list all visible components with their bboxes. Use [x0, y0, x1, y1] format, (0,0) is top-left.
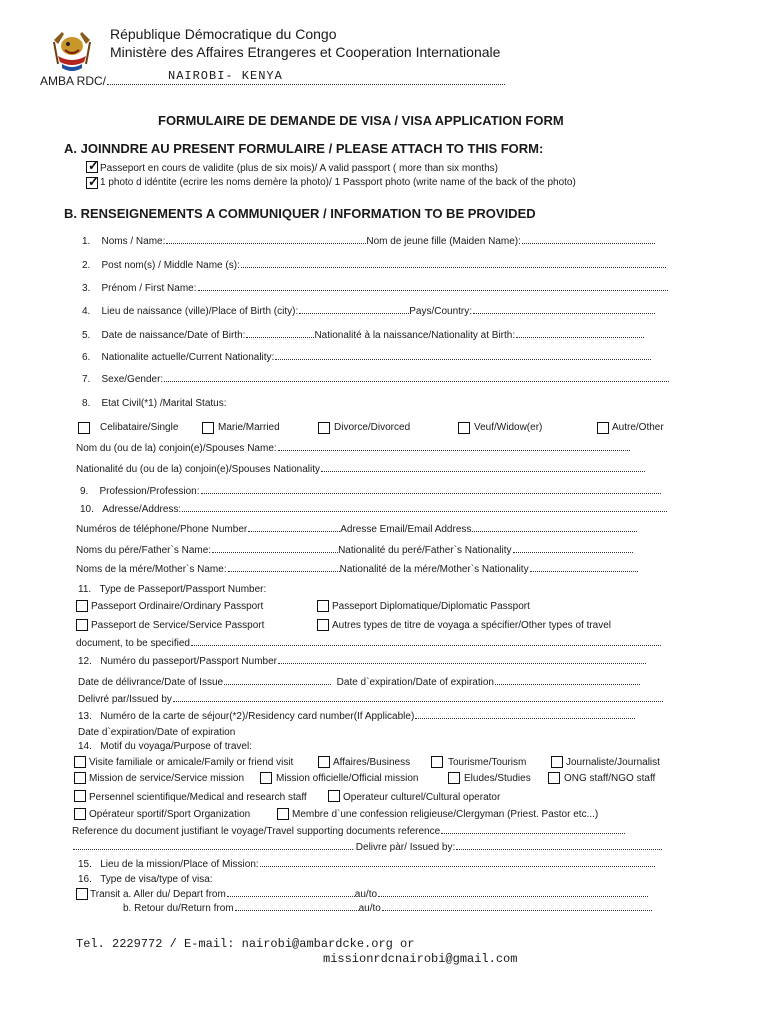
field-num: 14.	[78, 741, 92, 752]
purpose-service-checkbox[interactable]	[74, 772, 86, 784]
doc-issued-by-label: Delivre pàr/ Issued by:	[355, 842, 456, 853]
purpose-family-label: Visite familiale or amicale/Family or friend visit	[89, 757, 294, 768]
passport-number-label: Numéro du passeport/Passport Number	[100, 656, 277, 667]
purpose-cultural-label: Operateur culturel/Cultural operator	[343, 792, 501, 803]
marital-other-label: Autre/Other	[612, 422, 664, 433]
name-label: Noms / Name:	[101, 236, 166, 247]
section-b-heading: B. RENSEIGNEMENTS A COMMUNIQUER / INFORMATION TO BE PROVIDED	[64, 206, 536, 221]
passport-service-label: Passeport de Service/Service Passport	[91, 620, 265, 631]
field-place-of-mission[interactable]	[78, 859, 655, 870]
first-name-label: Prénom / First Name:	[101, 283, 197, 294]
field-num: 15.	[78, 859, 92, 870]
field-num: 3.	[82, 283, 91, 294]
to-label: au/to	[358, 903, 381, 914]
purpose-sport-checkbox[interactable]	[74, 808, 86, 820]
field-passport-number[interactable]	[78, 656, 646, 667]
field-middle-name[interactable]	[82, 260, 666, 271]
field-visa-type	[78, 874, 213, 885]
field-num: 13.	[78, 711, 92, 722]
purpose-cultural-checkbox[interactable]	[328, 790, 340, 802]
field-profession[interactable]	[80, 486, 661, 497]
father-nationality-label: Nationalité du peré/Father`s Nationality	[338, 545, 512, 556]
marital-divorced-label: Divorce/Divorced	[334, 422, 411, 433]
coat-of-arms-icon	[48, 30, 96, 76]
field-mother[interactable]	[76, 564, 638, 575]
field-return[interactable]	[123, 903, 652, 914]
visa-type-label: Type de visa/type of visa:	[100, 874, 213, 885]
passport-ordinary-checkbox[interactable]	[76, 600, 88, 612]
expiry-date-label: Date d`expiration/Date of expiration	[336, 677, 494, 688]
middle-name-label: Post nom(s) / Middle Name (s):	[101, 260, 240, 271]
purpose-business-label: Affaires/Business	[333, 757, 411, 768]
marital-divorced-checkbox[interactable]	[318, 422, 330, 434]
field-num: 1.	[82, 236, 91, 247]
spouse-name-label: Nom du (ou de la) conjoin(e)/Spouses Name:	[76, 443, 277, 454]
field-doc-issued-by[interactable]	[72, 842, 662, 853]
marital-single-label: Celibataire/Single	[100, 422, 179, 433]
field-gender[interactable]	[82, 374, 669, 385]
purpose-ngo-checkbox[interactable]	[548, 772, 560, 784]
marital-other-checkbox[interactable]	[597, 422, 609, 434]
passport-service-checkbox[interactable]	[76, 619, 88, 631]
purpose-clergy-label: Membre d`une confession religieuse/Clergyman (Priest. Pastor etc...)	[292, 809, 599, 820]
field-father[interactable]	[76, 545, 633, 556]
field-phone-email[interactable]	[76, 524, 637, 535]
passport-type-label: Type de Passeport/Passport Number:	[99, 584, 267, 595]
marital-married-checkbox[interactable]	[202, 422, 214, 434]
phone-label: Numéros de téléphone/Phone Number	[76, 524, 248, 535]
purpose-studies-checkbox[interactable]	[448, 772, 460, 784]
attach-passport-label: Passeport en cours de validite (plus de six mois)/ A valid passport ( more than six months)	[100, 163, 498, 174]
purpose-official-label: Mission officielle/Official mission	[276, 773, 419, 784]
footer-contact: Tel. 2229772 / E-mail: nairobi@ambardcke.org or	[76, 937, 415, 951]
purpose-service-label: Mission de service/Service mission	[89, 773, 245, 784]
date-of-birth-label: Date de naissance/Date of Birth:	[101, 330, 246, 341]
place-of-mission-label: Lieu de la mission/Place of Mission:	[100, 859, 259, 870]
passport-diplomatic-label: Passeport Diplomatique/Diplomatic Passport	[332, 601, 530, 612]
field-date-of-birth[interactable]	[82, 330, 644, 341]
field-num: 7.	[82, 374, 91, 385]
to-label: au/to	[354, 889, 378, 900]
purpose-family-checkbox[interactable]	[74, 756, 86, 768]
field-num: 9.	[80, 486, 89, 497]
purpose-sport-label: Opérateur sportif/Sport Organization	[89, 809, 251, 820]
current-nationality-label: Nationalite actuelle/Current Nationality:	[101, 352, 275, 363]
email-label: Adresse Email/Email Address	[340, 524, 472, 535]
field-transit[interactable]	[90, 889, 648, 900]
father-name-label: Noms du pére/Father`s Name:	[76, 545, 212, 556]
footer-email2: missionrdcnairobi@gmail.com	[323, 952, 518, 966]
passport-other-label: Autres types de titre de voyaga a spécifier/Other types of travel	[332, 620, 612, 631]
purpose-clergy-checkbox[interactable]	[277, 808, 289, 820]
field-marital-status	[82, 398, 227, 409]
field-num: 12.	[78, 656, 92, 667]
residency-card-label: Numéro de la carte de séjour(*2)/Residency card number(If Applicable)	[100, 711, 415, 722]
ministry-name: Ministère des Affaires Etrangeres et Cooperation Internationale	[110, 44, 501, 60]
purpose-tourism-label: Tourisme/Tourism	[448, 757, 527, 768]
address-label: Adresse/Address:	[102, 504, 182, 515]
field-current-nationality[interactable]	[82, 352, 651, 363]
passport-diplomatic-checkbox[interactable]	[317, 600, 329, 612]
place-of-birth-label: Lieu de naissance (ville)/Place of Birth (city):	[101, 306, 299, 317]
country-label: Pays/Country:	[409, 306, 473, 317]
field-num: 6.	[82, 352, 91, 363]
passport-other-checkbox[interactable]	[317, 619, 329, 631]
field-residency-card[interactable]	[78, 711, 635, 722]
marital-widow-checkbox[interactable]	[458, 422, 470, 434]
marital-married-label: Marie/Married	[218, 422, 280, 433]
field-num: 4.	[82, 306, 91, 317]
field-place-of-birth[interactable]	[82, 306, 655, 317]
embassy-prefix: AMBA RDC/	[40, 74, 107, 88]
country-name: République Démocratique du Congo	[110, 26, 337, 42]
form-title: FORMULAIRE DE DEMANDE DE VISA / VISA APPLICATION FORM	[158, 113, 564, 128]
field-num: 16.	[78, 874, 92, 885]
transit-label: Transit a. Aller du/ Depart from	[90, 889, 226, 900]
residency-expiry-label: Date d`expiration/Date of expiration	[78, 727, 236, 738]
field-address[interactable]	[80, 504, 667, 515]
field-issue-expiry[interactable]	[78, 677, 640, 688]
field-passport-type	[78, 584, 266, 595]
nationality-at-birth-label: Nationalité à la naissance/Nationality at Birth:	[314, 330, 516, 341]
issue-date-label: Date de délivrance/Date of Issue	[78, 677, 224, 688]
field-supporting-doc[interactable]	[72, 826, 625, 837]
marital-single-checkbox[interactable]	[78, 422, 90, 434]
purpose-official-checkbox[interactable]	[260, 772, 272, 784]
spouse-nationality-label: Nationalité du (ou de la) conjoin(e)/Spouses Nationality	[76, 464, 321, 475]
field-num: 10.	[80, 504, 94, 515]
passport-ordinary-label: Passeport Ordinaire/Ordinary Passport	[91, 601, 264, 612]
field-issued-by[interactable]	[78, 694, 663, 705]
mother-name-label: Noms de la mére/Mother`s Name:	[76, 564, 227, 575]
purpose-ngo-label: ONG staff/NGO staff	[564, 773, 656, 784]
return-label: b. Retour du/Return from	[123, 903, 234, 914]
attach-photo-checkbox[interactable]	[86, 177, 98, 189]
field-name[interactable]	[82, 236, 655, 247]
purpose-business-checkbox[interactable]	[318, 756, 330, 768]
purpose-science-checkbox[interactable]	[74, 790, 86, 802]
maiden-name-label: Nom de jeune fille (Maiden Name):	[366, 236, 521, 247]
field-num: 11.	[78, 584, 92, 595]
section-a-heading: A. JOINNDRE AU PRESENT FORMULAIRE / PLEASE ATTACH TO THIS FORM:	[64, 141, 544, 156]
gender-label: Sexe/Gender:	[101, 374, 164, 385]
field-num: 2.	[82, 260, 91, 271]
field-num: 5.	[82, 330, 91, 341]
purpose-journalist-checkbox[interactable]	[551, 756, 563, 768]
attach-photo-label: 1 photo d idéntite (ecrire les noms demère la photo)/ 1 Passport photo (write name of the back of the photo)	[100, 177, 576, 188]
supporting-doc-label: Reference du document justifiant le voyage/Travel supporting documents reference	[72, 826, 441, 837]
purpose-label: Motif du voyaga/Purpose of travel:	[100, 741, 252, 752]
field-residency-expiry[interactable]	[78, 727, 235, 738]
other-doc-label: document, to be specified	[76, 638, 190, 649]
field-num: 8.	[82, 398, 91, 409]
marital-widow-label: Veuf/Widow(er)	[474, 422, 543, 433]
purpose-studies-label: Eludes/Studies	[464, 773, 531, 784]
field-first-name[interactable]	[82, 283, 668, 294]
marital-status-label: Etat Civil(*1) /Marital Status:	[101, 398, 227, 409]
field-spouse-nationality[interactable]	[76, 464, 645, 475]
field-other-doc[interactable]	[76, 638, 661, 649]
attach-passport-checkbox[interactable]	[86, 161, 98, 173]
embassy-location: NAIROBI- KENYA	[168, 69, 283, 83]
purpose-journalist-label: Journaliste/Journalist	[566, 757, 660, 768]
visa-transit-checkbox[interactable]	[76, 888, 88, 900]
field-purpose	[78, 741, 252, 752]
purpose-science-label: Persennel scientifique/Medical and research staff	[89, 792, 307, 803]
profession-label: Profession/Profession:	[99, 486, 200, 497]
issued-by-label: Delivré par/Issued by	[78, 694, 172, 705]
mother-nationality-label: Nationalité de la mére/Mother`s Nationality	[339, 564, 529, 575]
field-spouse-name[interactable]	[76, 443, 630, 454]
purpose-tourism-checkbox[interactable]	[431, 756, 443, 768]
